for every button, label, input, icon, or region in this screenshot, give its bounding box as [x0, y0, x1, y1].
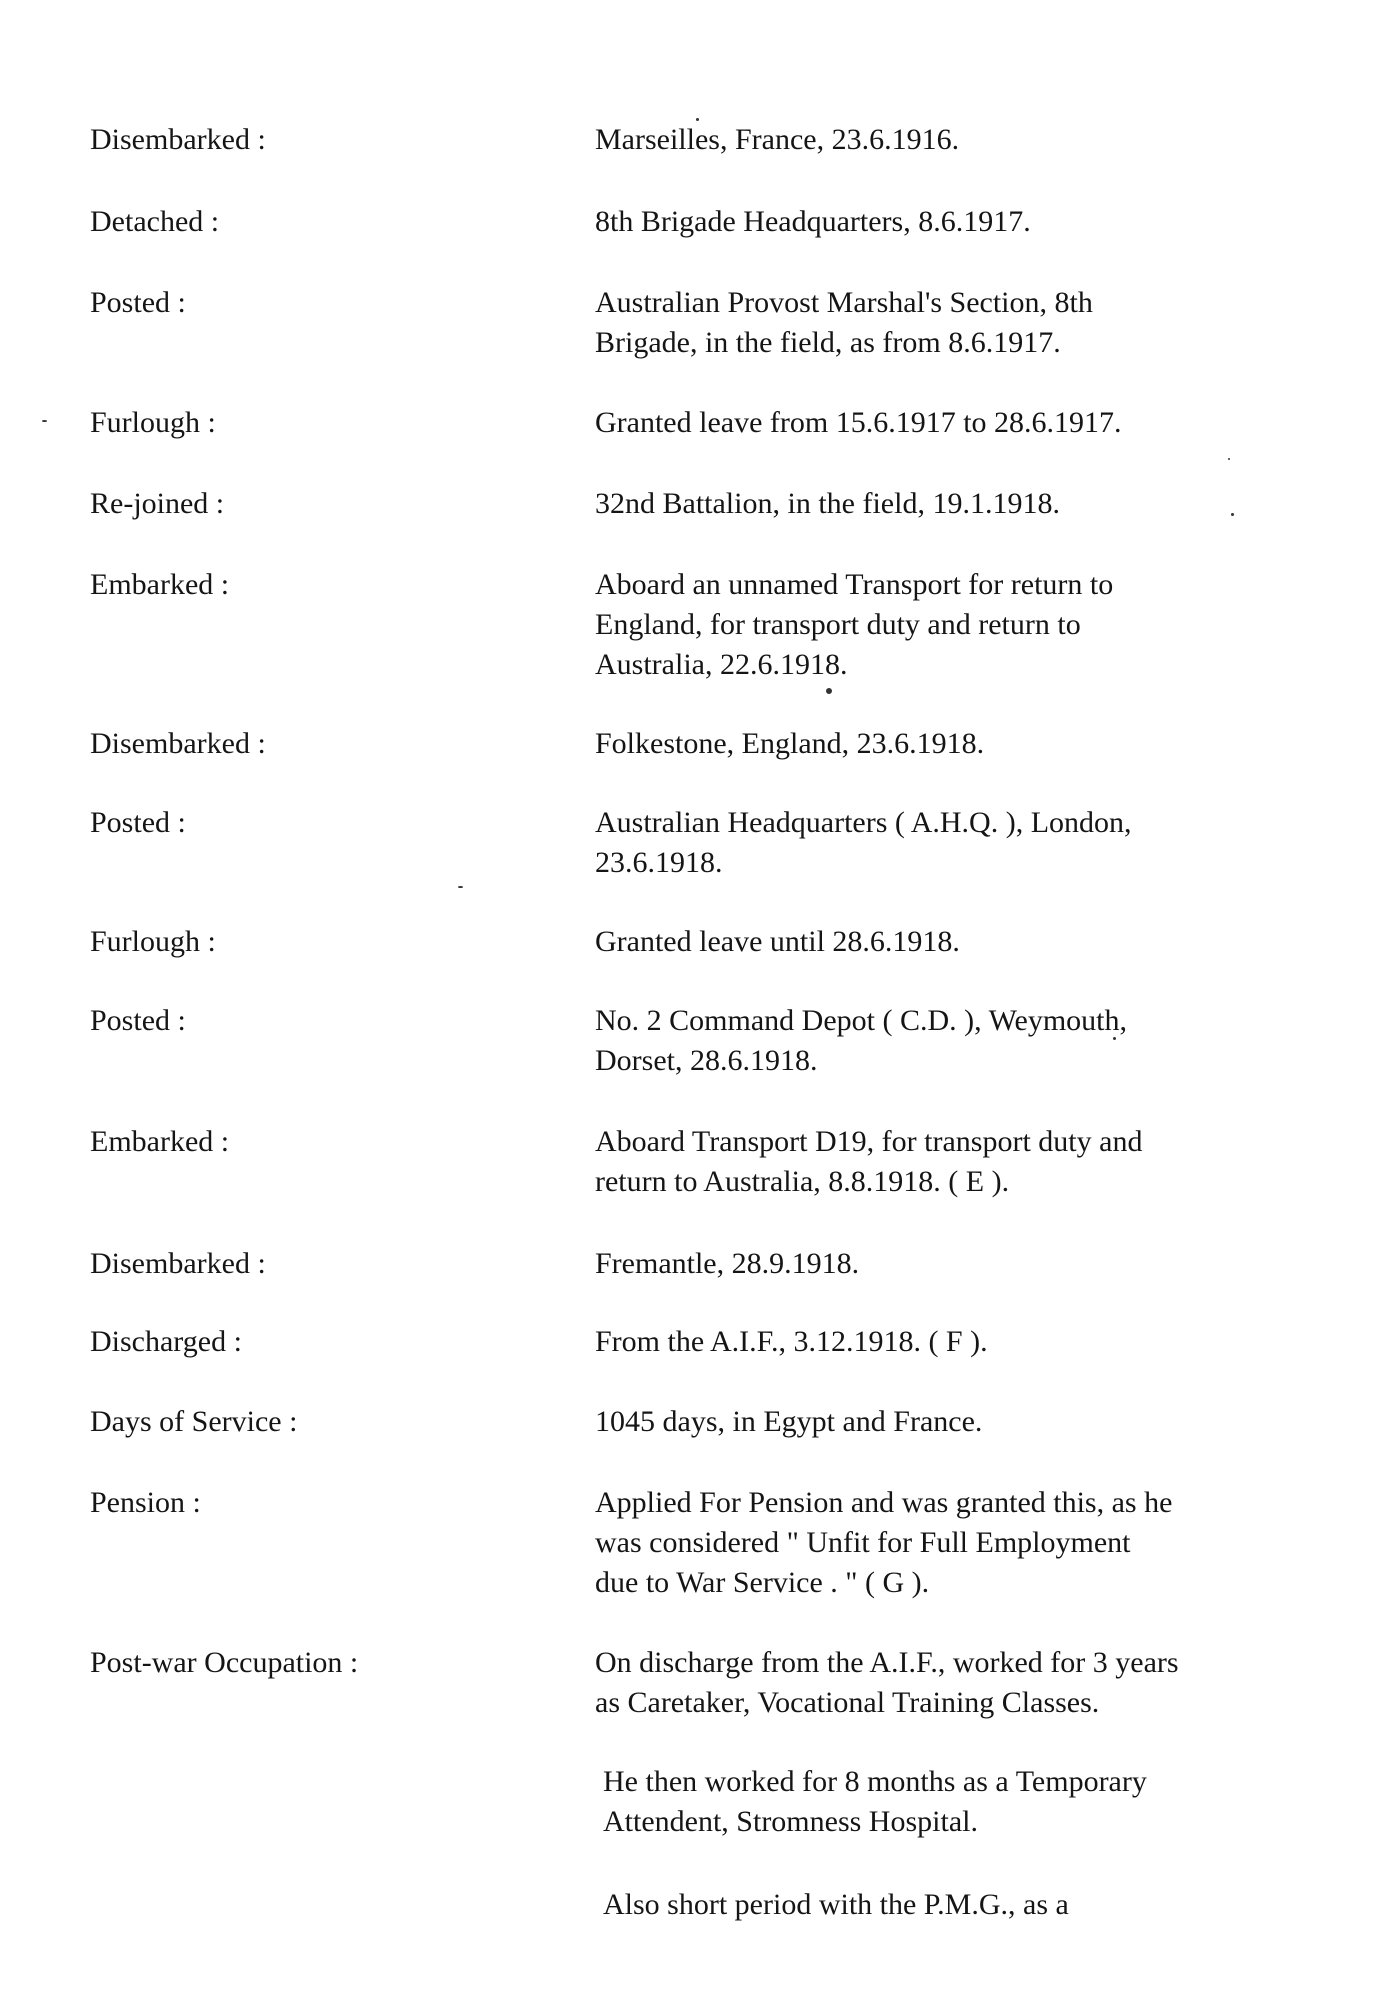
record-label: Disembarked :: [90, 123, 266, 156]
record-label: Embarked :: [90, 568, 230, 601]
scan-speck: [458, 886, 463, 888]
record-value: On discharge from the A.I.F., worked for 3 years as Caretaker, Vocational Training Classes.: [595, 1646, 1179, 1719]
record-label: Furlough :: [90, 406, 216, 439]
scan-speck: [1231, 513, 1234, 516]
record-label: Posted :: [90, 806, 186, 839]
record-label: Days of Service :: [90, 1405, 298, 1438]
record-value: Aboard Transport D19, for transport duty and return to Australia, 8.8.1918. ( E ).: [595, 1125, 1143, 1198]
scan-speck: [696, 118, 699, 121]
continuation-paragraph: Also short period with the P.M.G., as a: [603, 1888, 1069, 1921]
record-label: Posted :: [90, 286, 186, 319]
record-value: Folkestone, England, 23.6.1918.: [595, 727, 985, 760]
record-label: Post-war Occupation :: [90, 1646, 359, 1679]
scan-speck: [42, 420, 47, 422]
record-value: Granted leave from 15.6.1917 to 28.6.1917.: [595, 406, 1122, 439]
scan-speck: [1113, 1037, 1116, 1040]
record-value: Granted leave until 28.6.1918.: [595, 925, 960, 958]
record-value: No. 2 Command Depot ( C.D. ), Weymouth, Dorset, 28.6.1918.: [595, 1004, 1127, 1077]
record-label: Posted :: [90, 1004, 186, 1037]
record-label: Embarked :: [90, 1125, 230, 1158]
record-value: 32nd Battalion, in the field, 19.1.1918.: [595, 487, 1060, 520]
scan-speck: [826, 688, 832, 694]
record-value: Marseilles, France, 23.6.1916.: [595, 123, 960, 156]
record-label: Disembarked :: [90, 727, 266, 760]
record-value: 1045 days, in Egypt and France.: [595, 1405, 983, 1438]
continuation-paragraph: He then worked for 8 months as a Temporary Attendent, Stromness Hospital.: [603, 1765, 1147, 1838]
record-value: Aboard an unnamed Transport for return to England, for transport duty and return to Australia, 22.6.1918.: [595, 568, 1114, 681]
record-value: From the A.I.F., 3.12.1918. ( F ).: [595, 1325, 988, 1358]
record-label: Re-joined :: [90, 487, 225, 520]
record-label: Discharged :: [90, 1325, 242, 1358]
record-value: Australian Provost Marshal's Section, 8th Brigade, in the field, as from 8.6.1917.: [595, 286, 1093, 359]
record-value: Australian Headquarters ( A.H.Q. ), London, 23.6.1918.: [595, 806, 1132, 879]
record-label: Disembarked :: [90, 1247, 266, 1280]
record-value: 8th Brigade Headquarters, 8.6.1917.: [595, 205, 1031, 238]
scan-speck: [1228, 458, 1230, 460]
record-label: Detached :: [90, 205, 220, 238]
record-value: Fremantle, 28.9.1918.: [595, 1247, 860, 1280]
record-label: Pension :: [90, 1486, 201, 1519]
record-value: Applied For Pension and was granted this, as he was considered " Unfit for Full Employment due to War Service . " ( G ).: [595, 1486, 1173, 1599]
record-label: Furlough :: [90, 925, 216, 958]
